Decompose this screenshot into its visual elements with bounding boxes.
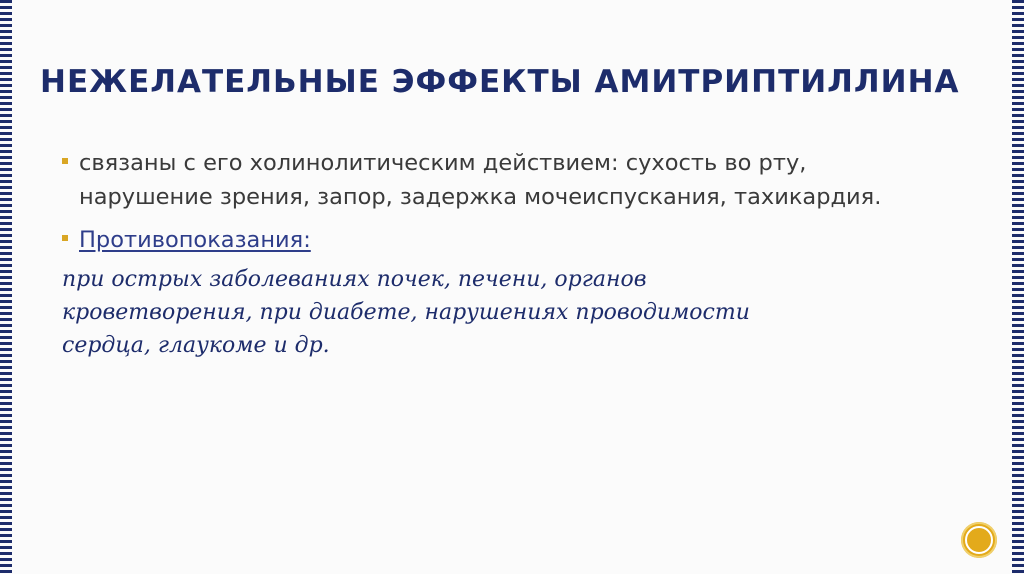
contraindications-text: при острых заболеваниях почек, печени, органов кроветворения, при диабете, нарушениях проводимости сердца, глаукоме и др. [62,267,750,358]
slide-title: НЕЖЕЛАТЕЛЬНЫЕ ЭФФЕКТЫ АМИТРИПТИЛЛИНА [40,64,960,100]
page-number-badge-icon [961,522,997,558]
left-decorative-stripes [0,0,12,574]
bullet-item-side-effects [62,146,942,214]
bullet-marker-icon [62,158,68,164]
slide-content [62,146,942,362]
bullet-marker-icon [62,235,68,241]
bullet-text: связаны с его холинолитическим действием: сухость во рту, нарушение зрения, запор, задержка мочеиспускания, тахикардия. [79,150,882,210]
contraindications-link[interactable]: Противопоказания: [79,227,311,253]
right-decorative-stripes [1012,0,1024,574]
bullet-item-contraindications[interactable] [62,223,942,257]
badge-ring-icon [965,526,993,554]
